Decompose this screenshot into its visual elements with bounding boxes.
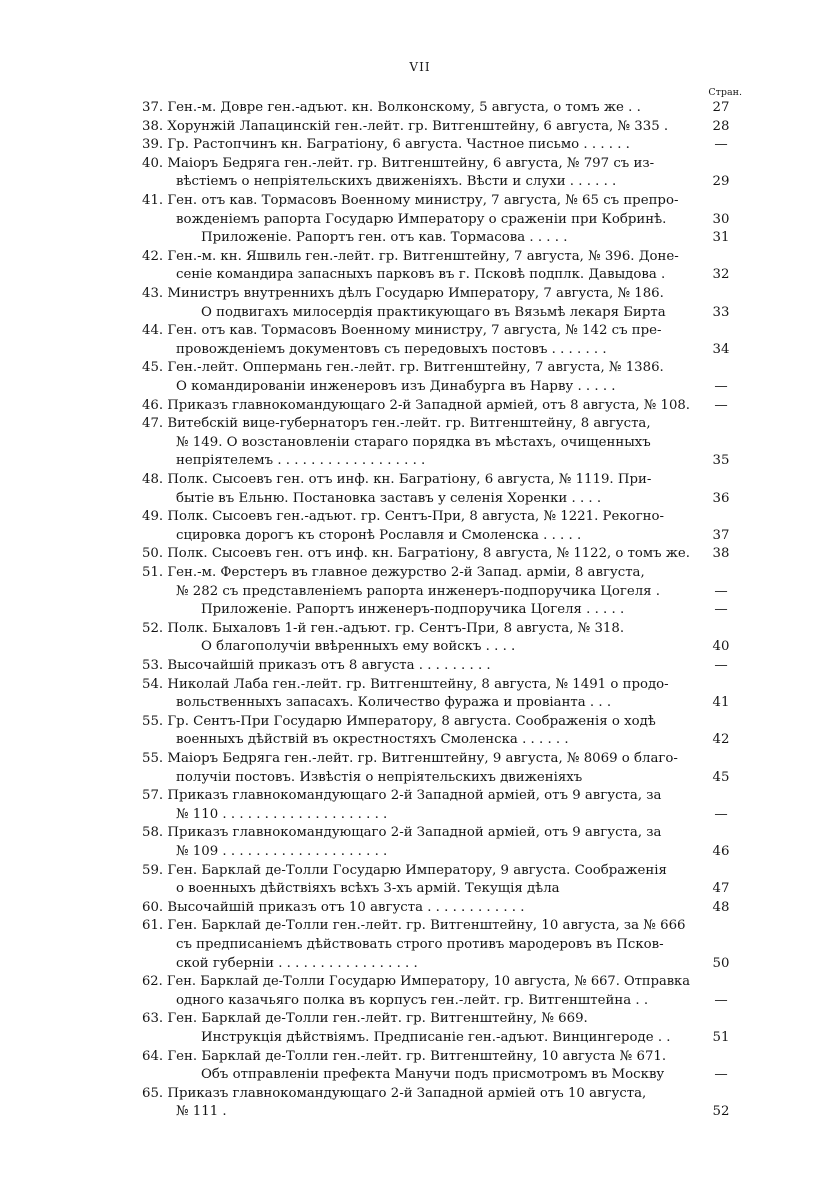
toc-line: [0, 583, 840, 601]
toc-entry-text: 45. Ген.-лейт. Оппермань ген.-лейт. гр. Витгенштейну, 7 августа, № 1386.: [142, 360, 664, 376]
toc-line: [0, 824, 840, 842]
toc-entry-text: 53. Высочайшій приказъ отъ 8 августа . . . . . . . . .: [142, 658, 491, 673]
toc-line: [0, 415, 840, 433]
toc-entry-text: одного казачьяго полка въ корпусъ ген.-лейт. гр. Витгенштейна . .: [176, 992, 649, 1008]
toc-line: [0, 750, 840, 768]
toc-line: [0, 285, 840, 303]
toc-entry-text: 57. Приказъ главнокомандующаго 2-й Западной арміей, отъ 9 августа, за: [142, 788, 662, 804]
toc-line: [0, 806, 840, 824]
toc-line: [0, 1048, 840, 1066]
toc-entry-text: сеніе командира запасныхъ парковъ въ г. Псковѣ подплк. Давыдова .: [176, 267, 666, 283]
toc-entry-text: непріятелемъ . . . . . . . . . . . . . . . . . .: [176, 453, 426, 469]
toc-page-number: 40: [712, 639, 730, 655]
toc-entry-text: 65. Приказъ главнокомандующаго 2-й Западной арміей отъ 10 августа,: [142, 1085, 647, 1101]
toc-page-number: 31: [712, 230, 730, 246]
toc-line: [0, 694, 840, 712]
toc-page-number: —: [714, 583, 728, 599]
toc-entry-text: ской губерніи . . . . . . . . . . . . . . . . .: [176, 955, 418, 971]
toc-entry-text: 47. Витебскій вице-губернаторъ ген.-лейт. гр. Витгенштейну, 8 августа,: [142, 416, 651, 432]
toc-page-number: 34: [712, 341, 730, 357]
toc-line: [0, 731, 840, 749]
toc-entry-text: 61. Ген. Барклай де-Толли ген.-лейт. гр. Витгенштейну, 10 августа, за № 666: [142, 918, 686, 934]
toc-entry-text: 38. Хорунжій Лапацинскій ген.-лейт. гр. Витгенштейну, 6 августа, № 335 .: [142, 118, 669, 134]
toc-line: [0, 211, 840, 229]
toc-entry-text: 63. Ген. Барклай де-Толли ген.-лейт. гр. Витгенштейну, № 669.: [142, 1011, 588, 1027]
toc-page-number: 45: [712, 769, 730, 785]
toc-page-number: 32: [712, 267, 730, 283]
toc-page-number: —: [714, 379, 728, 394]
toc-entry-text: Приложеніе. Рапортъ ген. отъ кав. Тормасова . . . . .: [201, 230, 568, 246]
toc-line: [0, 229, 840, 247]
toc-entry-text: Объ отправленіи префекта Манучи подъ присмотромъ въ Москву: [201, 1067, 665, 1083]
toc-line: [0, 248, 840, 266]
toc-page-number: 28: [712, 118, 730, 134]
toc-line: [0, 99, 840, 117]
toc-entry-text: 49. Полк. Сысоевъ ген.-адъют. гр. Сентъ-При, 8 августа, № 1221. Рекогно-: [142, 509, 665, 525]
toc-entry-text: 55. Гр. Сентъ-При Государю Императору, 8 августа. Соображенія о ходѣ: [142, 713, 656, 729]
toc-line: [0, 1010, 840, 1028]
toc-page-number: 36: [712, 490, 730, 506]
toc-entry-text: № 110 . . . . . . . . . . . . . . . . . . . .: [176, 806, 388, 822]
toc-entry-text: 39. Гр. Растопчинъ кн. Багратіону, 6 августа. Частное письмо . . . . . .: [142, 137, 630, 153]
toc-entry-text: 44. Ген. отъ кав. Тормасовъ Военному министру, 7 августа, № 142 съ пре-: [142, 323, 662, 339]
toc-entry-text: 42. Ген.-м. кн. Яшвиль ген.-лейт. гр. Витгенштейну, 7 августа, № 396. Доне-: [142, 248, 679, 264]
toc-entry-text: 64. Ген. Барклай де-Толли ген.-лейт. гр. Витгенштейну, 10 августа № 671.: [142, 1048, 667, 1064]
toc-entry-text: О командированіи инженеровъ изъ Динабурга въ Нарву . . . . .: [176, 379, 616, 394]
toc-line: [0, 1066, 840, 1084]
toc-line: [0, 397, 840, 415]
toc-line: [0, 1029, 840, 1047]
toc-entry-text: 46. Приказъ главнокомандующаго 2-й Западной арміей, отъ 8 августа, № 108.: [142, 397, 690, 413]
toc-line: [0, 787, 840, 805]
toc-page-number: 51: [712, 1030, 730, 1045]
toc-page-number: 50: [712, 955, 730, 971]
toc-line: [0, 508, 840, 526]
toc-line: [0, 769, 840, 787]
toc-entry-text: 48. Полк. Сысоевъ ген. отъ инф. кн. Багратіону, 6 августа, № 1119. При-: [142, 472, 652, 487]
toc-entry-text: О подвигахъ милосердія практикующаго въ Вязьмѣ лекаря Бирта: [201, 304, 666, 320]
toc-entry-text: 37. Ген.-м. Довре ген.-адъют. кн. Волконскому, 5 августа, о томъ же . .: [142, 100, 641, 115]
toc-line: [0, 434, 840, 452]
toc-line: [0, 545, 840, 563]
toc-line: [0, 304, 840, 322]
toc-page-number: 29: [712, 174, 730, 190]
toc-page-number: 42: [712, 732, 730, 748]
toc-line: [0, 843, 840, 861]
toc-line: [0, 992, 840, 1010]
toc-entry-text: 58. Приказъ главнокомандующаго 2-й Западной арміей, отъ 9 августа, за: [142, 825, 662, 841]
toc-line: [0, 490, 840, 508]
toc-line: [0, 173, 840, 191]
toc-entry-text: военныхъ дѣйствій въ окрестностяхъ Смоленска . . . . . .: [176, 732, 569, 748]
toc-page-number: 48: [712, 899, 730, 915]
toc-entry-text: провожденіемъ документовъ съ передовыхъ постовъ . . . . . . .: [176, 341, 607, 357]
toc-line: [0, 601, 840, 619]
toc-entry-text: съ предписаніемъ дѣйствовать строго противъ мародеровъ въ Псков-: [176, 937, 664, 952]
toc-line: [0, 973, 840, 991]
toc-line: [0, 527, 840, 545]
toc-entry-text: вожденіемъ рапорта Государю Императору о сраженіи при Кобринѣ.: [176, 211, 667, 227]
toc-line: [0, 638, 840, 656]
toc-entry-text: Инструкція дѣйствіямъ. Предписаніе ген.-адъют. Винцингероде . .: [201, 1030, 671, 1045]
toc-line: [0, 359, 840, 377]
toc-line: [0, 1103, 840, 1121]
toc-entry-text: № 282 съ представленіемъ рапорта инженеръ-подпоручика Цогеля .: [176, 583, 660, 599]
toc-entry-text: 43. Министръ внутреннихъ дѣлъ Государю Императору, 7 августа, № 186.: [142, 286, 664, 301]
toc-page-number: 38: [712, 546, 730, 562]
toc-page-number: —: [714, 806, 728, 822]
toc-line: [0, 955, 840, 973]
toc-line: [0, 155, 840, 173]
toc-entry-text: 59. Ген. Барклай де-Толли Государю Императору, 9 августа. Соображенія: [142, 862, 667, 878]
toc-page-number: 47: [712, 881, 730, 897]
toc-page-number: —: [714, 137, 728, 153]
toc-line: [0, 322, 840, 340]
toc-page-number: —: [714, 1067, 728, 1083]
toc-line: [0, 880, 840, 898]
toc-line: [0, 136, 840, 154]
toc-page-number: 30: [712, 211, 730, 227]
toc-line: [0, 713, 840, 731]
toc-page-number: 46: [712, 844, 730, 859]
toc-entry-text: № 111 .: [176, 1104, 227, 1120]
toc-line: [0, 899, 840, 917]
toc-line: [0, 192, 840, 210]
toc-entry-text: вѣстіемъ о непріятельскихъ движеніяхъ. Вѣсти и слухи . . . . . .: [176, 174, 617, 190]
toc-entry-text: № 149. О возстановленіи стараго порядка въ мѣстахъ, очищенныхъ: [176, 434, 651, 450]
toc-line: [0, 564, 840, 582]
toc-line: [0, 1085, 840, 1103]
toc-entry-text: получіи постовъ. Извѣстія о непріятельскихъ движеніяхъ: [176, 769, 583, 785]
toc-page-number: —: [714, 658, 728, 673]
toc-line: [0, 341, 840, 359]
toc-line: [0, 118, 840, 136]
toc-entry-text: Приложеніе. Рапортъ инженеръ-подпоручика Цогеля . . . . .: [201, 602, 625, 618]
toc-page-number: 41: [712, 695, 730, 711]
toc-page-number: 27: [712, 100, 730, 115]
toc-page-number: 52: [712, 1104, 730, 1120]
toc-page-number: 37: [712, 527, 730, 543]
toc-page-number: —: [714, 397, 728, 413]
toc-entry-text: 52. Полк. Быхаловъ 1-й ген.-адъют. гр. Сентъ-При, 8 августа, № 318.: [142, 620, 625, 636]
toc-line: [0, 378, 840, 396]
toc-entry-text: сцировка дорогъ къ сторонѣ Рославля и Смоленска . . . . .: [176, 527, 582, 543]
toc-entry-text: 62. Ген. Барклай де-Толли Государю Императору, 10 августа, № 667. Отправка: [142, 974, 690, 990]
toc-entry-text: № 109 . . . . . . . . . . . . . . . . . . . .: [176, 844, 388, 859]
page-column-header: Стран.: [708, 87, 742, 98]
toc-entry-text: О благополучіи ввѣренныхъ ему войскъ . . . .: [201, 639, 516, 655]
toc-line: [0, 917, 840, 935]
toc-line: [0, 471, 840, 489]
toc-entry-text: о военныхъ дѣйствіяхъ всѣхъ 3-хъ армій. Текущія дѣла: [176, 881, 560, 897]
toc-line: [0, 452, 840, 470]
toc-line: [0, 936, 840, 954]
toc-page-number: 33: [712, 304, 730, 320]
toc-entry-text: 60. Высочайшій приказъ отъ 10 августа . . . . . . . . . . . .: [142, 899, 525, 915]
toc-entry-text: вольственныхъ запасахъ. Количество фуража и провіанта . . .: [176, 695, 612, 711]
page-number: VII: [409, 60, 431, 74]
toc-entry-text: 54. Николай Лаба ген.-лейт. гр. Витгенштейну, 8 августа, № 1491 о продо-: [142, 676, 669, 692]
toc-line: [0, 620, 840, 638]
toc-line: [0, 266, 840, 284]
toc-entry-text: 40. Маіоръ Бедряга ген.-лейт. гр. Витгенштейну, 6 августа, № 797 съ из-: [142, 155, 655, 171]
toc-entry-text: 51. Ген.-м. Ферстеръ въ главное дежурство 2-й Запад. арміи, 8 августа,: [142, 565, 645, 580]
toc-entry-text: бытіе въ Ельню. Постановка заставъ у селенія Хоренки . . . .: [176, 490, 602, 506]
toc-line: [0, 676, 840, 694]
toc-entry-text: 55. Маіоръ Бедряга ген.-лейт. гр. Витгенштейну, 9 августа, № 8069 о благо-: [142, 751, 678, 766]
toc-page-number: 35: [712, 453, 730, 469]
toc-page-number: —: [714, 602, 728, 618]
toc-page-number: —: [714, 992, 728, 1008]
toc-entry-text: 41. Ген. отъ кав. Тормасовъ Военному министру, 7 августа, № 65 съ препро-: [142, 193, 679, 208]
toc-line: [0, 862, 840, 880]
toc-line: [0, 657, 840, 675]
toc-entry-text: 50. Полк. Сысоевъ ген. отъ инф. кн. Багратіону, 8 августа, № 1122, о томъ же.: [142, 546, 690, 562]
